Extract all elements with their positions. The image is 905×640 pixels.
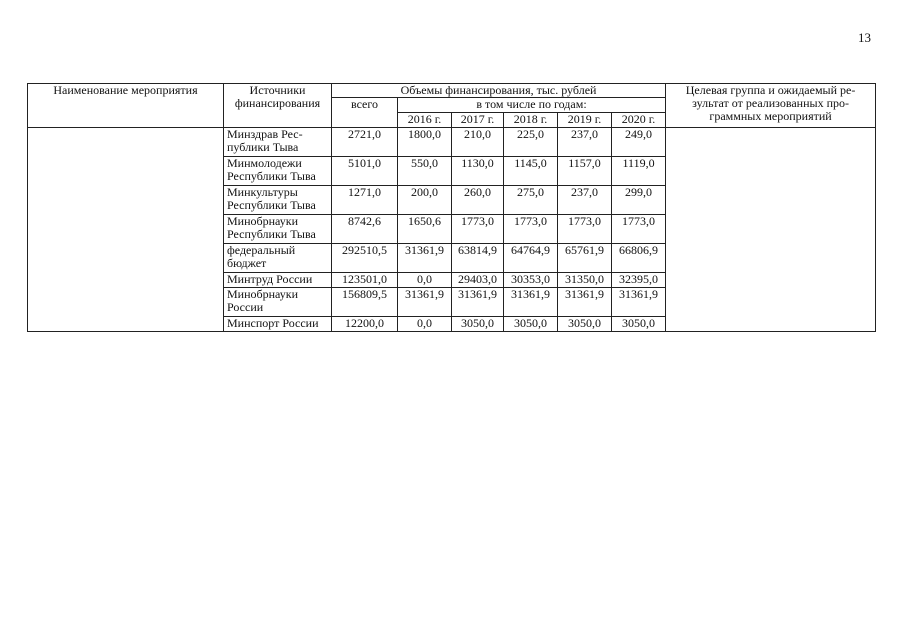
year-cell: 275,0 [504, 186, 558, 215]
year-cell: 299,0 [612, 186, 666, 215]
header-year: 2018 г. [504, 113, 558, 128]
year-cell: 237,0 [558, 128, 612, 157]
source-cell: федеральный бюджет [224, 244, 332, 273]
year-cell: 31361,9 [558, 288, 612, 317]
source-cell: Минспорт России [224, 317, 332, 332]
year-cell: 550,0 [398, 157, 452, 186]
header-year: 2020 г. [612, 113, 666, 128]
header-year: 2019 г. [558, 113, 612, 128]
header-total: всего [332, 98, 398, 128]
source-cell: Минмолодежи Республики Тыва [224, 157, 332, 186]
year-cell: 63814,9 [452, 244, 504, 273]
total-cell: 8742,6 [332, 215, 398, 244]
year-cell: 200,0 [398, 186, 452, 215]
year-cell: 0,0 [398, 273, 452, 288]
year-cell: 1130,0 [452, 157, 504, 186]
source-cell: Минобрнауки России [224, 288, 332, 317]
year-cell: 31361,9 [612, 288, 666, 317]
year-cell: 0,0 [398, 317, 452, 332]
header-year: 2017 г. [452, 113, 504, 128]
year-cell: 31361,9 [398, 288, 452, 317]
year-cell: 31361,9 [504, 288, 558, 317]
total-cell: 2721,0 [332, 128, 398, 157]
year-cell: 1773,0 [612, 215, 666, 244]
header-volume: Объемы финансирования, тыс. рублей [332, 84, 666, 98]
year-cell: 1773,0 [452, 215, 504, 244]
financing-table [27, 83, 876, 332]
year-cell: 30353,0 [504, 273, 558, 288]
total-cell: 292510,5 [332, 244, 398, 273]
source-cell: Минобрнауки Республики Тыва [224, 215, 332, 244]
year-cell: 29403,0 [452, 273, 504, 288]
year-cell: 65761,9 [558, 244, 612, 273]
activity-name-cell [28, 128, 224, 332]
total-cell: 5101,0 [332, 157, 398, 186]
year-cell: 237,0 [558, 186, 612, 215]
year-cell: 1145,0 [504, 157, 558, 186]
year-cell: 225,0 [504, 128, 558, 157]
year-cell: 1157,0 [558, 157, 612, 186]
year-cell: 31361,9 [398, 244, 452, 273]
year-cell: 1119,0 [612, 157, 666, 186]
year-cell: 1650,6 [398, 215, 452, 244]
source-cell: Минкультуры Республики Тыва [224, 186, 332, 215]
total-cell: 12200,0 [332, 317, 398, 332]
header-target: Целевая группа и ожидаемый ре-зультат от реализованных про-граммных мероприятий [666, 84, 876, 128]
year-cell: 31361,9 [452, 288, 504, 317]
source-cell: Минздрав Рес-публики Тыва [224, 128, 332, 157]
year-cell: 32395,0 [612, 273, 666, 288]
year-cell: 1773,0 [504, 215, 558, 244]
header-source: Источники финансирования [224, 84, 332, 128]
year-cell: 210,0 [452, 128, 504, 157]
header-by-years: в том числе по годам: [398, 98, 666, 113]
page-number: 13 [858, 30, 871, 45]
header-year: 2016 г. [398, 113, 452, 128]
year-cell: 3050,0 [452, 317, 504, 332]
year-cell: 260,0 [452, 186, 504, 215]
total-cell: 123501,0 [332, 273, 398, 288]
year-cell: 3050,0 [612, 317, 666, 332]
year-cell: 249,0 [612, 128, 666, 157]
year-cell: 3050,0 [558, 317, 612, 332]
source-cell: Минтруд России [224, 273, 332, 288]
total-cell: 156809,5 [332, 288, 398, 317]
header-row-1 [28, 84, 876, 98]
header-name: Наименование мероприятия [28, 84, 224, 128]
year-cell: 64764,9 [504, 244, 558, 273]
target-group-cell [666, 128, 876, 332]
year-cell: 3050,0 [504, 317, 558, 332]
year-cell: 1773,0 [558, 215, 612, 244]
total-cell: 1271,0 [332, 186, 398, 215]
year-cell: 1800,0 [398, 128, 452, 157]
year-cell: 31350,0 [558, 273, 612, 288]
year-cell: 66806,9 [612, 244, 666, 273]
table-row [28, 128, 876, 157]
